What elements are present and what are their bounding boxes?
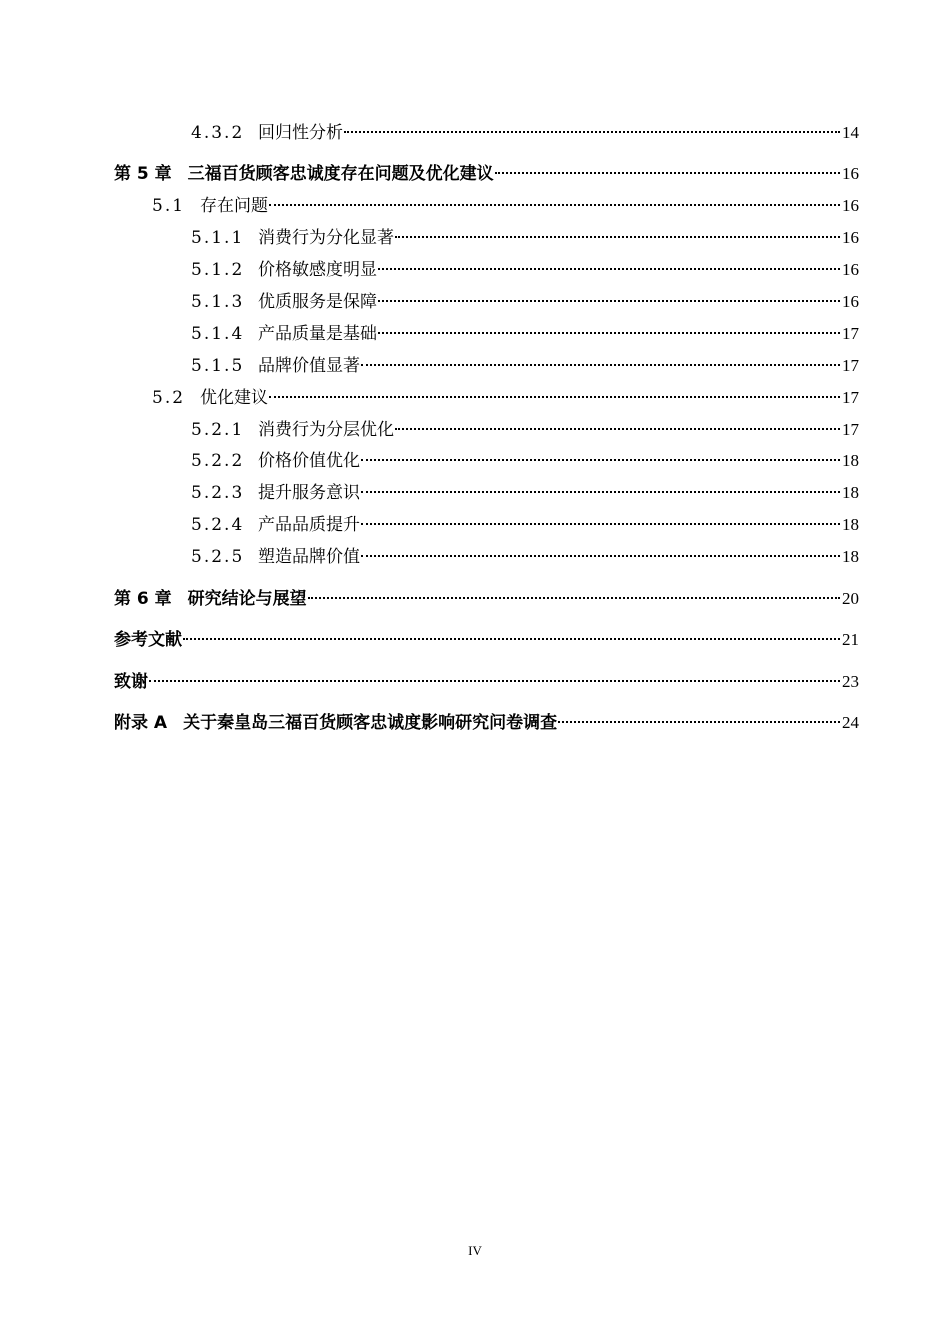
toc-entry-page: 16 [842,292,859,311]
toc-entry-page: 16 [842,164,859,183]
toc-chapter-entry[interactable] [114,586,859,612]
dot-leader [495,172,840,174]
toc-entry[interactable] [191,417,859,443]
toc-entry[interactable] [191,448,859,474]
toc-chapter-entry[interactable] [114,669,859,695]
toc-entry-number: 5.2.3 [191,483,245,503]
toc-entry-number: 第 6 章 [114,589,172,609]
toc-entry-title: 产品品质提升 [258,515,360,535]
toc-entry-number: 5.2.1 [191,420,245,440]
toc-entry-number: 5.1 [152,196,186,216]
toc-entry-page: 18 [842,483,859,502]
toc-chapter-entry[interactable] [114,161,859,187]
toc-entry-title: 参考文献 [114,630,182,650]
toc-entry-page: 18 [842,547,859,566]
toc-entry[interactable] [191,353,859,379]
dot-leader [378,300,840,302]
toc-entry-title: 三福百货顾客忠诚度存在问题及优化建议 [187,164,494,184]
toc-entry-title: 研究结论与展望 [187,589,307,609]
toc-entry-title: 优质服务是保障 [258,292,377,312]
toc-entry-title: 优化建议 [200,388,268,408]
toc-entry[interactable] [191,289,859,315]
dot-leader [344,131,840,133]
toc-entry[interactable] [191,321,859,347]
toc-entry-number: 附录 A [114,713,168,733]
toc-entry-title: 价格价值优化 [258,451,360,471]
toc-entry-number: 5.1.1 [191,228,245,248]
toc-entry-page: 16 [842,260,859,279]
toc-entry-page: 16 [842,228,859,247]
toc-entry-page: 17 [842,420,859,439]
toc-entry-title: 致谢 [114,672,148,692]
toc-chapter-entry[interactable] [114,627,859,653]
dot-leader [361,364,840,366]
toc-entry-title: 产品质量是基础 [258,324,377,344]
dot-leader [378,268,840,270]
dot-leader [269,396,840,398]
toc-entry[interactable] [191,120,859,146]
dot-leader [183,638,840,640]
toc-entry-number: 第 5 章 [114,164,172,184]
dot-leader [361,459,840,461]
toc-entry[interactable] [191,512,859,538]
toc-section-entry[interactable] [152,193,859,219]
toc-entry-page: 17 [842,388,859,407]
toc-entry-title: 提升服务意识 [258,483,360,503]
toc-entry-title: 价格敏感度明显 [258,260,377,280]
toc-entry[interactable] [191,480,859,506]
toc-entry-number: 5.2 [152,388,186,408]
toc-chapter-entry[interactable] [114,710,859,736]
dot-leader [395,236,840,238]
toc-entry[interactable] [191,544,859,570]
toc-entry-number: 4.3.2 [191,123,245,143]
dot-leader [378,332,840,334]
toc-entry-page: 14 [842,123,859,142]
toc-entry-number: 5.1.3 [191,292,245,312]
dot-leader [361,523,840,525]
dot-leader [395,428,840,430]
dot-leader [558,721,840,723]
toc-entry-number: 5.2.5 [191,547,245,567]
toc-entry-page: 17 [842,324,859,343]
toc-entry-page: 16 [842,196,859,215]
page-number: IV [468,1243,482,1258]
toc-entry-page: 21 [842,630,859,649]
toc-entry-page: 18 [842,515,859,534]
toc-entry-title: 塑造品牌价值 [258,547,360,567]
toc-entry-page: 18 [842,451,859,470]
toc-entry-title: 回归性分析 [258,123,343,143]
toc-entry-number: 5.1.5 [191,356,245,376]
toc-entry-title: 存在问题 [200,196,268,216]
toc-entry[interactable] [191,225,859,251]
toc-entry-title: 消费行为分层优化 [258,420,394,440]
toc-entry-title: 消费行为分化显著 [258,228,394,248]
dot-leader [308,597,840,599]
toc-entry-title: 关于秦皇岛三福百货顾客忠诚度影响研究问卷调查 [183,713,558,733]
toc-entry-page: 17 [842,356,859,375]
toc-entry-number: 5.2.4 [191,515,245,535]
toc-entry-page: 20 [842,589,859,608]
toc-entry-page: 24 [842,713,859,732]
toc-entry[interactable] [191,257,859,283]
toc-section-entry[interactable] [152,385,859,411]
toc-entry-number: 5.1.2 [191,260,245,280]
dot-leader [361,491,840,493]
dot-leader [269,204,840,206]
toc-entry-number: 5.1.4 [191,324,245,344]
toc-entry-page: 23 [842,672,859,691]
dot-leader [361,555,840,557]
dot-leader [149,680,840,682]
toc-entry-number: 5.2.2 [191,451,245,471]
toc-entry-title: 品牌价值显著 [258,356,360,376]
